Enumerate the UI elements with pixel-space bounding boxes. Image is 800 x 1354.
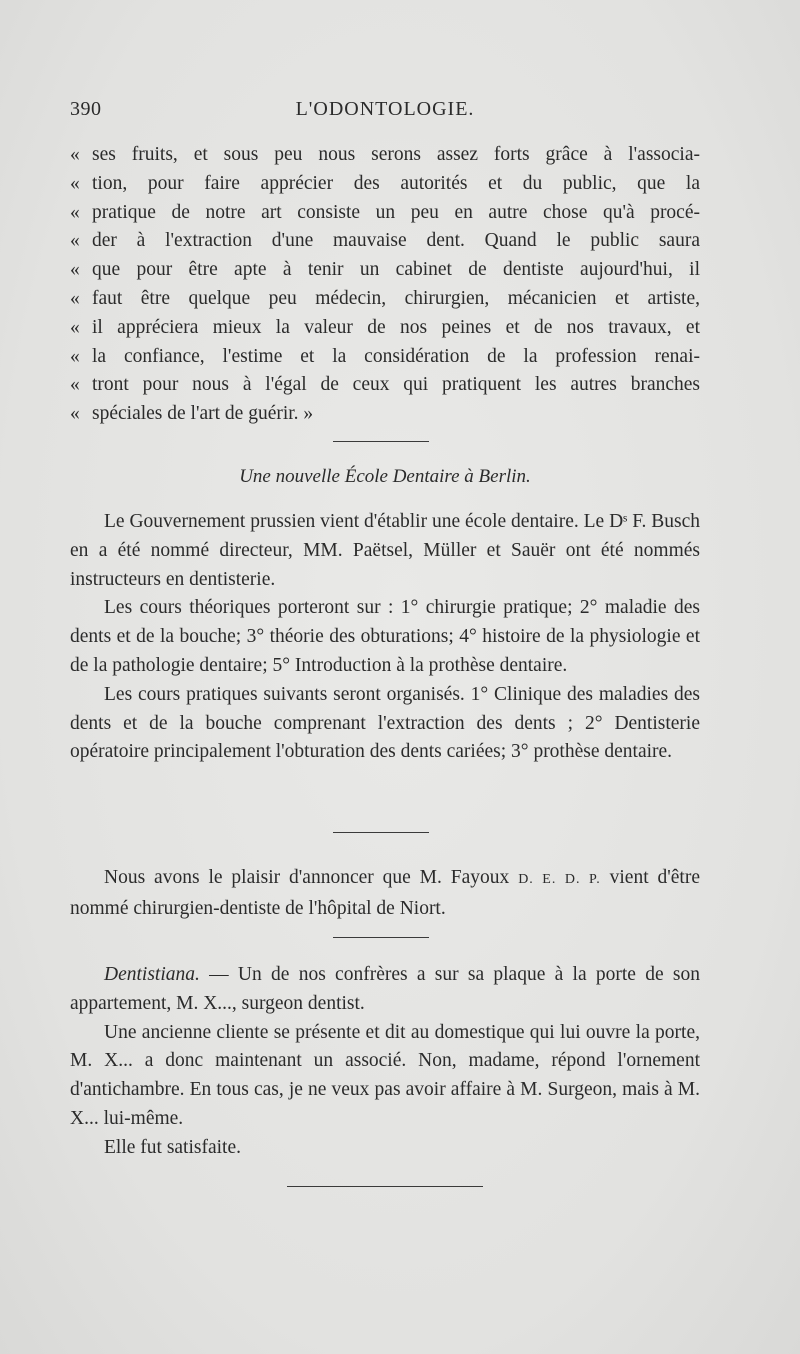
quote-line [70, 227, 700, 256]
quote-mark: « [70, 316, 80, 338]
quote-line-text: que pour être apte à tenir un cabinet de dentiste aujourd'hui, il [92, 259, 700, 281]
fayoux-paragraph [70, 864, 700, 924]
section-title-berlin: Une nouvelle École Dentaire à Berlin. [239, 466, 531, 487]
fayoux-degree: D. E. D. P. [518, 872, 601, 887]
quote-line [70, 170, 700, 199]
dentistiana-paragraph-3: Elle fut satisfaite. [104, 1136, 241, 1158]
quote-mark: « [70, 259, 80, 281]
fayoux-announcement [70, 864, 700, 924]
end-rule [287, 1186, 483, 1187]
quote-mark: « [70, 172, 80, 194]
dentistiana-intro: — Un de nos confrères a sur sa plaque à la porte de son appartement, M. X..., surgeon dentist. [70, 964, 700, 1014]
quote-line [70, 199, 700, 228]
berlin-paragraph-3: Les cours pratiques suivants seront organisés. 1° Clinique des maladies des dents et de la bouche comprenant l'extraction des dents ; 2° Dentisterie opératoire principalement l'obturation des dents cariées; 3° prothèse dentaire. [70, 683, 700, 763]
section-divider [333, 832, 429, 833]
quote-line-text: spéciales de l'art de guérir. » [92, 403, 314, 425]
quote-line-text: ses fruits, et sous peu nous serons assez forts grâce à l'associa- [92, 144, 700, 165]
quote-mark: « [70, 144, 80, 165]
quote-line-text: pratique de notre art consiste un peu en autre chose qu'à procé- [92, 201, 700, 223]
quote-line-text: la confiance, l'estime et la considération de la profession renai- [92, 345, 700, 367]
section-divider [333, 937, 429, 938]
quote-line-text: tion, pour faire apprécier des autorités et du public, que la [92, 172, 700, 194]
running-title: L'ODONTOLOGIE. [295, 98, 475, 120]
quote-mark: « [70, 201, 80, 223]
dentistiana-paragraph-2: Une ancienne cliente se présente et dit au domestique qui lui ouvre la porte, M. X... a donc maintenant un associé. Non, madame, répond l'ornement d'antichambre. En tous cas, je ne veux pas avoir affaire à M. Surgeon, mais à M. X... lui-même. [70, 1021, 700, 1129]
page-header [70, 98, 700, 128]
quote-line [70, 314, 700, 343]
quote-mark: « [70, 345, 80, 367]
quote-line [70, 343, 700, 372]
section-divider [333, 441, 429, 442]
quote-line [70, 256, 700, 285]
quote-line-text: faut être quelque peu médecin, chirurgien, mécanicien et artiste, [92, 287, 700, 309]
fayoux-text-before: Nous avons le plaisir d'annoncer que M. Fayoux [104, 867, 519, 888]
quote-line-text: der à l'extraction d'une mauvaise dent. Quand le public saura [92, 230, 700, 252]
quote-line [70, 371, 700, 400]
quote-mark: « [70, 374, 80, 396]
fayoux-text-after: vient d'être nommé chirurgien-dentiste de l'hôpital de Niort. [70, 867, 700, 919]
quote-mark: « [70, 287, 80, 309]
berlin-paragraph-1: Le Gouvernement prussien vient d'établir une école dentaire. Le Dˢ F. Busch en a été nommé directeur, MM. Paëtsel, Müller et Sauër ont été nommés instructeurs en dentisterie. [70, 511, 700, 590]
quote-line [70, 285, 700, 314]
quote-line [70, 141, 700, 170]
dentistiana-paragraph-1 [70, 961, 700, 1019]
quote-line-text: tront pour nous à l'égal de ceux qui pratiquent les autres branches [92, 374, 700, 396]
quote-mark: « [70, 230, 80, 252]
quotation-block [70, 141, 700, 429]
quote-line-text: il appréciera mieux la valeur de nos peines et de nos travaux, et [92, 316, 700, 338]
berlin-paragraph-2: Les cours théoriques porteront sur : 1° chirurgie pratique; 2° maladie des dents et de la bouche; 3° théorie des obturations; 4° histoire de la physiologie et de la pathologie dentaire; 5° Introduction à la prothèse dentaire. [70, 597, 700, 676]
quote-mark: « [70, 403, 80, 425]
quote-line [70, 400, 700, 429]
dentistiana-section [70, 961, 700, 1163]
berlin-section [70, 508, 700, 767]
page-number: 390 [70, 98, 102, 120]
dentistiana-label: Dentistiana. [104, 964, 200, 985]
